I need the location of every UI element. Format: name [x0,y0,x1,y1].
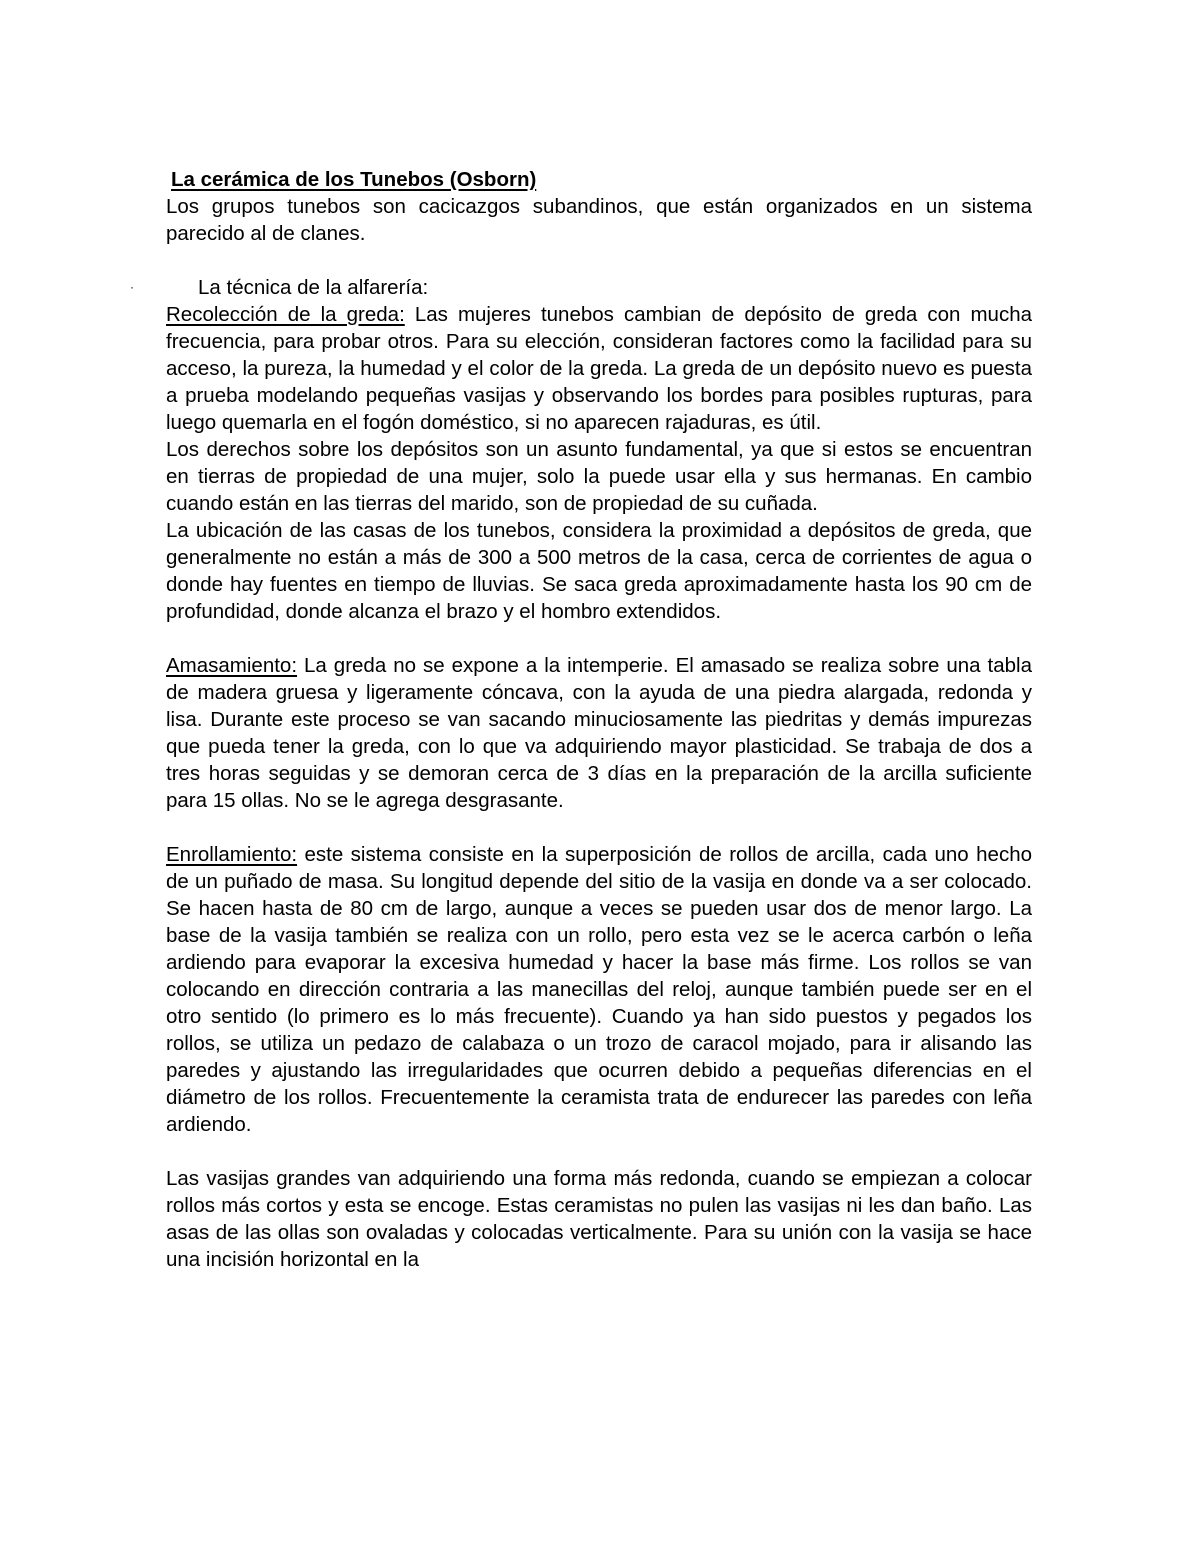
enrollamiento-paragraph [166,841,1032,1138]
intro-paragraph: Los grupos tunebos son cacicazgos subandinos, que están organizados en un sistema parecido al de clanes. [166,195,1032,245]
enrollamiento-text: este sistema consiste en la superposición de rollos de arcilla, cada uno hecho de un puñado de masa. Su longitud depende del sitio de la vasija en donde va a ser colocado. Se hacen hasta de 80 cm de largo, aunque a veces se pueden usar dos de menor largo. La base de la vasija también se realiza con un rollo, pero esta vez se le acerca carbón o leña ardiendo para evaporar la excesiva humedad y hacer la base más firme. Los rollos se van colocando en dirección contraria a las manecillas del reloj, aunque también puede ser en el otro sentido (lo primero es lo más frecuente). Cuando ya han sido puestos y pegados los rollos, se utiliza un pedazo de calabaza o un trozo de caracol mojado, para ir alisando las paredes y ajustando las irregularidades que ocurren debido a pequeñas diferencias en el diámetro de los rollos. Frecuentemente la ceramista trata de endurecer las paredes con leña ardiendo. [166,843,1032,1136]
amasamiento-paragraph [166,652,1032,814]
bullet-icon: · [130,280,134,294]
document-title: La cerámica de los Tunebos (Osborn) [171,168,537,191]
blank-line [166,1138,1032,1165]
recoleccion-text: Las mujeres tunebos cambian de depósito de greda con mucha frecuencia, para probar otros. Para su elección, consideran factores como la facilidad para su acceso, la pureza, la humedad y el color de la greda. La greda de un depósito nuevo es puesta a prueba modelando pequeñas vasijas y observando los bordes para posibles rupturas, para luego quemarla en el fogón doméstico, si no aparecen rajaduras, es útil. [166,303,1032,434]
document-page [130,166,1032,1273]
amasamiento-label: Amasamiento: [166,654,298,677]
recoleccion-label: Recolección de la greda: [166,303,405,326]
technique-heading: La técnica de la alfarería: [198,276,429,299]
blank-line [166,247,1032,274]
blank-line [166,814,1032,841]
recoleccion-paragraph [166,301,1032,436]
ubicacion-paragraph: La ubicación de las casas de los tunebos, considera la proximidad a depósitos de greda, que generalmente no están a más de 300 a 500 metros de la casa, cerca de corrientes de agua o donde hay fuentes en tiempo de lluvias. Se saca greda aproximadamente hasta los 90 cm de profundidad, donde alcanza el brazo y el hombro extendidos. [166,519,1032,623]
vasijas-paragraph: Las vasijas grandes van adquiriendo una forma más redonda, cuando se empiezan a colocar rollos más cortos y esta se encoge. Estas ceramistas no pulen las vasijas ni les dan baño. Las asas de las ollas son ovaladas y colocadas verticalmente. Para su unión con la vasija se hace una incisión horizontal en la [166,1167,1032,1271]
blank-line [166,625,1032,652]
amasamiento-text: La greda no se expone a la intemperie. El amasado se realiza sobre una tabla de madera gruesa y ligeramente cóncava, con la ayuda de una piedra alargada, redonda y lisa. Durante este proceso se van sacando minuciosamente las piedritas y demás impurezas que pueda tener la greda, con lo que va adquiriendo mayor plasticidad. Se trabaja de dos a tres horas seguidas y se demoran cerca de 3 días en la preparación de la arcilla suficiente para 15 ollas. No se le agrega desgrasante. [166,654,1032,812]
enrollamiento-label: Enrollamiento: [166,843,298,866]
technique-heading-line [130,274,1032,301]
derechos-paragraph: Los derechos sobre los depósitos son un asunto fundamental, ya que si estos se encuentran en tierras de propiedad de una mujer, solo la puede usar ella y sus hermanas. En cambio cuando están en las tierras del marido, son de propiedad de su cuñada. [166,438,1032,515]
